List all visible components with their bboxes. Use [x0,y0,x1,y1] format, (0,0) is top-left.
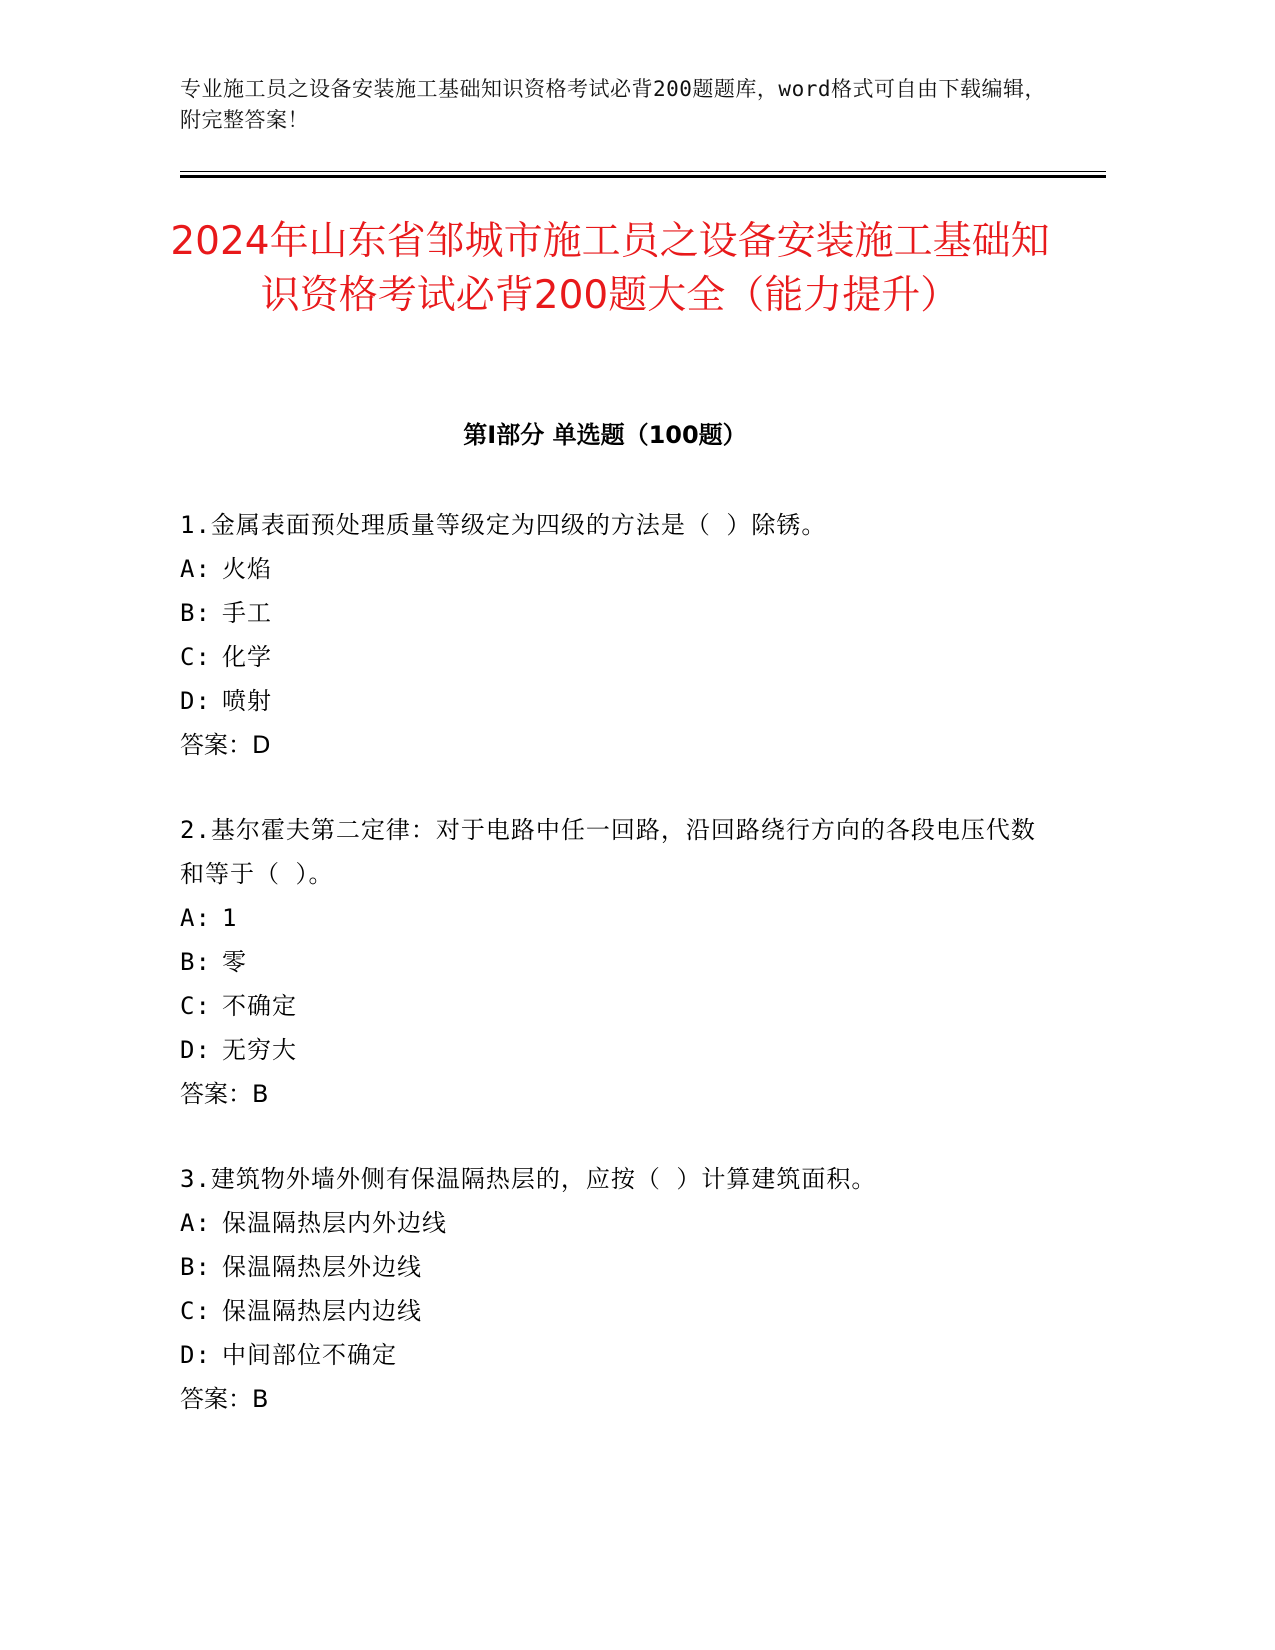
answer: 答案：D [180,731,271,759]
question-1 [180,503,1060,767]
document-title: 2024年山东省邹城市施工员之设备安装施工基础知识资格考试必背200题大全（能力提升） [170,219,1050,318]
option-d [180,1028,1060,1072]
option-text: 化学 [222,643,272,671]
question-stem: 3.建筑物外墙外侧有保温隔热层的，应按（ ）计算建筑面积。 [180,1165,877,1193]
option-text: 保温隔热层内边线 [222,1297,422,1325]
question-3 [180,1157,1060,1421]
header-divider-thin [180,171,1106,172]
option-letter: B: [180,599,211,627]
option-text: 零 [222,948,247,976]
option-d [180,1333,1060,1377]
option-a [180,547,1060,591]
option-b [180,591,1060,635]
option-text: 保温隔热层外边线 [222,1253,422,1281]
option-text: 手工 [222,599,272,627]
header-divider-thick [180,175,1106,178]
option-letter: A: [180,904,211,932]
option-a [180,896,1060,940]
answer: 答案：B [180,1080,269,1108]
answer: 答案：B [180,1385,269,1413]
option-d [180,679,1060,723]
option-letter: C: [180,1297,211,1325]
option-a [180,1201,1060,1245]
option-letter: B: [180,948,211,976]
option-letter: B: [180,1253,211,1281]
header-note: 专业施工员之设备安装施工基础知识资格考试必背200题题库，word格式可自由下载编辑，附完整答案！ [180,77,1046,132]
option-text: 无穷大 [222,1036,297,1064]
option-text: 火焰 [222,555,272,583]
option-letter: A: [180,555,211,583]
option-text: 不确定 [222,992,297,1020]
question-2 [180,808,1060,1116]
option-letter: C: [180,992,211,1020]
option-letter: D: [180,1036,211,1064]
option-c [180,984,1060,1028]
option-b [180,940,1060,984]
option-text: 喷射 [222,687,272,715]
option-c [180,1289,1060,1333]
question-stem: 1.金属表面预处理质量等级定为四级的方法是（ ）除锈。 [180,511,827,539]
option-text: 保温隔热层内外边线 [222,1209,447,1237]
option-text: 1 [222,904,238,932]
option-b [180,1245,1060,1289]
option-text: 中间部位不确定 [222,1341,397,1369]
section-title: 第Ⅰ部分 单选题（100题） [463,421,747,449]
option-letter: C: [180,643,211,671]
question-stem: 2.基尔霍夫第二定律：对于电路中任一回路，沿回路绕行方向的各段电压代数和等于（ ）。 [180,816,1036,888]
option-letter: A: [180,1209,211,1237]
option-c [180,635,1060,679]
option-letter: D: [180,687,211,715]
option-letter: D: [180,1341,211,1369]
